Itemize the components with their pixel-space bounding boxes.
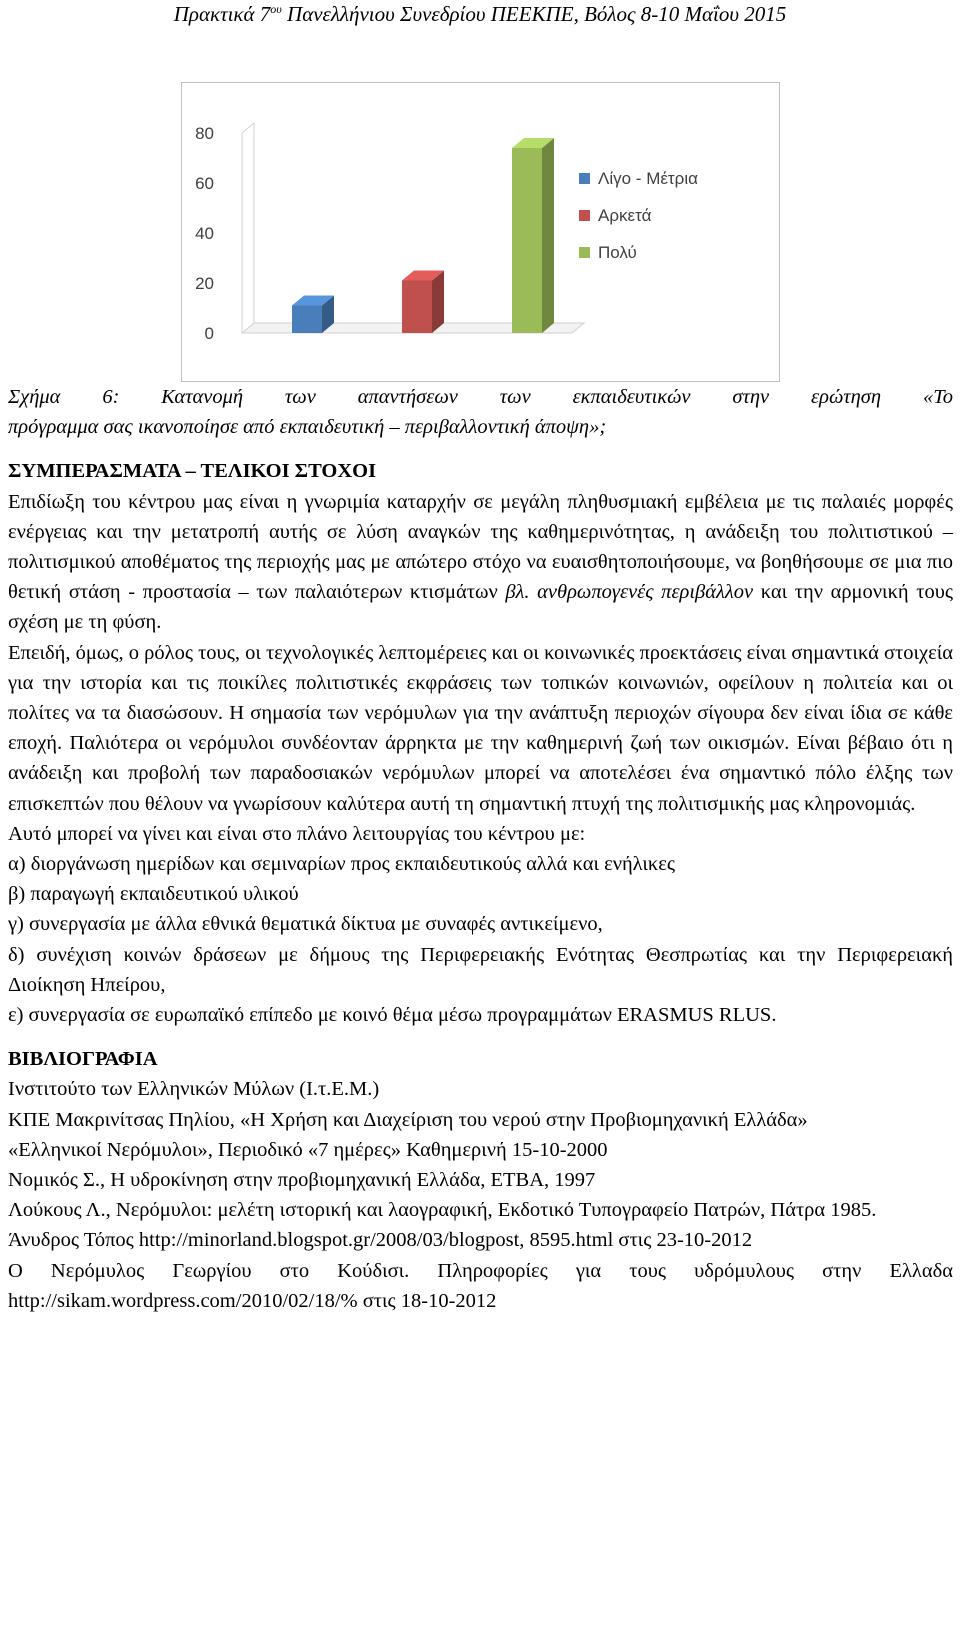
legend-swatch <box>579 173 590 184</box>
bar-chart <box>181 82 780 382</box>
section-heading-bibliography: ΒΙΒΛΙΟΓΡΑΦΙΑ <box>8 1048 158 1071</box>
list-item: β) παραγωγή εκπαιδευτικού υλικού <box>8 883 299 906</box>
legend-label: Αρκετά <box>598 206 652 225</box>
list-item: γ) συνεργασία με άλλα εθνικά θεματικά δίκτυα με συναφές αντικείμενο, <box>8 913 603 936</box>
header-superscript: ου <box>270 2 282 16</box>
header-text-post: Πανελλήνιου Συνεδρίου ΠΕΕΚΠΕ, Βόλος 8-10 Μαΐου 2015 <box>281 2 787 26</box>
bibliography-entry: Νομικός Σ., Η υδροκίνηση στην προβιομηχανική Ελλάδα, ΕΤΒΑ, 1997 <box>8 1169 596 1192</box>
legend-swatch <box>579 247 590 258</box>
bibliography-entry: Λούκους Λ., Νερόμυλοι: μελέτη ιστορική και λαογραφική, Εκδοτικό Τυπογραφείο Πατρών, Πάτρα 1985. <box>8 1199 877 1222</box>
header-text-pre: Πρακτικά 7 <box>173 2 271 26</box>
conclusions-p1-main: Επιδίωξη του κέντρου μας είναι η γνωριμία καταρχήν σε μεγάλη πληθυσμιακή εμβέλεια με τις παλαιές μορφές ενέργειας και την μετατροπή αυτής σε λύση αναγκών της καθημερινότητας, η ανάδειξη του πολιτιστικού – πολιτισμικού αποθέματος της περιοχής μας με απώτερο στόχο να ευαισθητοποιήσουμε, να βοηθήσουμε σε μια πιο θετική στάση - προστασία – των παλαιότερων κτισμάτων <box>8 490 953 604</box>
conclusions-p1-italic: βλ. ανθρωπογενές περιβάλλον <box>505 581 754 604</box>
bar-side <box>542 138 554 333</box>
list-item: α) διοργάνωση ημερίδων και σεμιναρίων προς εκπαιδευτικούς αλλά και ενήλικες <box>8 853 675 876</box>
bar-front <box>512 148 542 333</box>
page-body <box>8 382 953 1316</box>
y-tick-label: 60 <box>195 174 214 193</box>
bibliography-entry: ΚΠΕ Μακρινίτσας Πηλίου, «Η Χρήση και Διαχείριση του νερού στην Προβιομηχανική Ελλάδα» <box>8 1108 808 1131</box>
bar-chart-svg <box>182 83 779 381</box>
legend-label: Πολύ <box>598 243 637 262</box>
conclusions-paragraph-3: Αυτό μπορεί να γίνει και είναι στο πλάνο λειτουργίας του κέντρου με: <box>8 822 586 845</box>
legend-label: Λίγο - Μέτρια <box>598 169 698 188</box>
bar-front <box>292 306 322 334</box>
y-tick-label: 80 <box>195 124 214 143</box>
conclusions-paragraph-2: Επειδή, όμως, ο ρόλος τους, οι τεχνολογικές λεπτομέρειες και οι κοινωνικές προεκτάσεις είναι σημαντικά στοιχεία για την ιστορία και τις ποικίλες πολιτιστικές εκφράσεις των τοπικών κοινωνιών, οφείλουν η πολιτεία και οι πολίτες να τα διασώσουν. Η σημασία των νερόμυλων για την ανάπτυξη περιοχών σίγουρα δεν είναι ίδια σε κάθε εποχή. Παλιότερα οι νερόμυλοι συνδέονταν άρρηκτα με την καθημερινή ζωή των οικισμών. Είναι βέβαιο ότι η ανάδειξη και προβολή των παραδοσιακών νερόμυλων μπορεί να αποτελέσει ένα σημαντικό πόλο έλξης των επισκεπτών που θέλουν να γνωρίσουν καλύτερα αυτή τη σημαντική πτυχή της πολιτισμικής μας κληρονομιάς. <box>8 641 953 815</box>
bibliography-entry: Ο Νερόμυλος Γεωργίου στο Κούδισι. Πληροφορίες για τους υδρόμυλους στην Ελλαδα http://sikam.wordpress.com/2010/02/18/% στις 18-10-2012 <box>8 1259 953 1312</box>
bar-side <box>432 271 444 334</box>
section-heading-conclusions: ΣΥΜΠΕΡΑΣΜΑΤΑ – ΤΕΛΙΚΟΙ ΣΤΟΧΟΙ <box>8 460 377 483</box>
bibliography-entry: Ινστιτούτο των Ελληνικών Μύλων (Ι.τ.Ε.Μ.) <box>8 1078 380 1101</box>
conclusions-p1-end: και την αρμονική τους σχέση με τη φύση. <box>8 581 953 634</box>
figure-caption-line-2: πρόγραμμα σας ικανοποίησε από εκπαιδευτική – περιβαλλοντική άποψη»; <box>8 416 607 439</box>
conclusions-paragraph-1 <box>8 487 953 638</box>
y-tick-label: 40 <box>195 224 214 243</box>
bibliography-entry: «Ελληνικοί Νερόμυλοι», Περιοδικό «7 ημέρες» Καθημερινή 15-10-2000 <box>8 1138 608 1161</box>
y-axis-depth-line <box>242 123 254 133</box>
bibliography-entry: Άνυδρος Τόπος http://minorland.blogspot.gr/2008/03/blogpost, 8595.html στις 23-10-2012 <box>8 1229 753 1252</box>
y-tick-label: 0 <box>204 324 214 343</box>
figure-caption-line-1: Σχήμα 6: Κατανομή των απαντήσεων των εκπαιδευτικών στην ερώτηση «Το <box>8 386 953 408</box>
list-item: ε) συνεργασία σε ευρωπαϊκό επίπεδο με κοινό θέμα μέσω προγραμμάτων ERASMUS RLUS. <box>8 1004 777 1027</box>
list-item: δ) συνέχιση κοινών δράσεων με δήμους της Περιφερειακής Ενότητας Θεσπρωτίας και την Περιφερειακή Διοίκηση Ηπείρου, <box>8 943 953 996</box>
legend-swatch <box>579 210 590 221</box>
bar-front <box>402 281 432 334</box>
y-tick-label: 20 <box>195 274 214 293</box>
page-header <box>0 2 960 27</box>
